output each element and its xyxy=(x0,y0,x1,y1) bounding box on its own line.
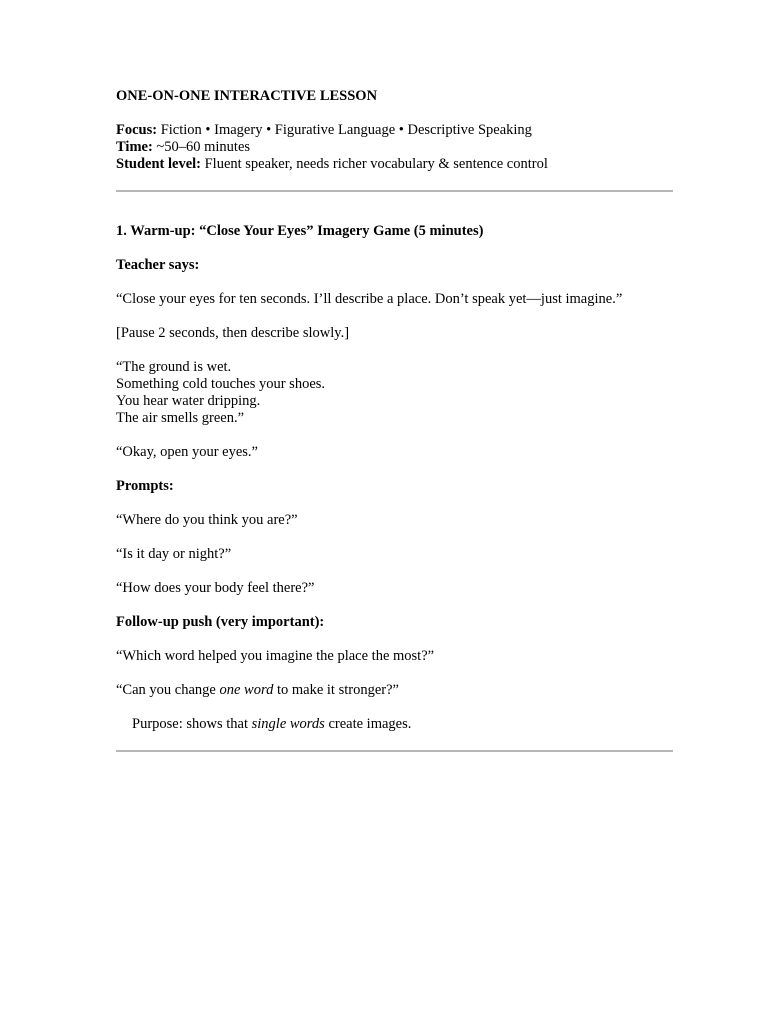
focus-label: Focus: xyxy=(116,122,158,138)
document-page xyxy=(116,88,673,752)
time-value: ~50–60 minutes xyxy=(152,139,251,155)
focus-line xyxy=(116,122,673,139)
open-eyes-line: “Okay, open your eyes.” xyxy=(116,444,258,460)
prompts-label: Prompts: xyxy=(116,478,174,494)
level-line xyxy=(116,156,673,173)
description-line: Something cold touches your shoes. xyxy=(116,376,326,392)
followup-q2-pre: “Can you change xyxy=(116,682,220,698)
document-title: ONE-ON-ONE INTERACTIVE LESSON xyxy=(116,88,378,104)
followup-question-1: “Which word helped you imagine the place the most?” xyxy=(116,648,435,664)
intro-quote: “Close your eyes for ten seconds. I’ll describe a place. Don’t speak yet—just imagine.” xyxy=(116,291,623,307)
followup-label: Follow-up push (very important): xyxy=(116,614,325,630)
followup-q2-emphasis: one word xyxy=(219,682,274,698)
section-heading: 1. Warm-up: “Close Your Eyes” Imagery Game (5 minutes) xyxy=(116,223,484,239)
purpose-emphasis: single words xyxy=(251,716,325,732)
level-label: Student level: xyxy=(116,156,201,172)
followup-question-2 xyxy=(116,682,673,699)
purpose-post: create images. xyxy=(324,716,412,732)
description-block xyxy=(116,359,673,427)
description-line: “The ground is wet. xyxy=(116,359,232,375)
followup-q2-post: to make it stronger?” xyxy=(273,682,399,698)
teacher-says-label: Teacher says: xyxy=(116,257,200,273)
prompt-item: “How does your body feel there?” xyxy=(116,580,315,596)
purpose-pre: Purpose: shows that xyxy=(132,716,252,732)
prompt-item: “Is it day or night?” xyxy=(116,546,232,562)
description-line: You hear water dripping. xyxy=(116,393,261,409)
prompt-item: “Where do you think you are?” xyxy=(116,512,298,528)
purpose-note xyxy=(116,716,673,733)
level-value: Fluent speaker, needs richer vocabulary & sentence control xyxy=(200,156,548,172)
focus-value: Fiction • Imagery • Figurative Language • Descriptive Speaking xyxy=(157,122,532,138)
lesson-meta xyxy=(116,122,673,173)
time-label: Time: xyxy=(116,139,153,155)
pause-note: [Pause 2 seconds, then describe slowly.] xyxy=(116,325,350,341)
description-line: The air smells green.” xyxy=(116,410,245,426)
divider-top xyxy=(116,190,673,192)
divider-bottom xyxy=(116,750,673,752)
time-line xyxy=(116,139,673,156)
